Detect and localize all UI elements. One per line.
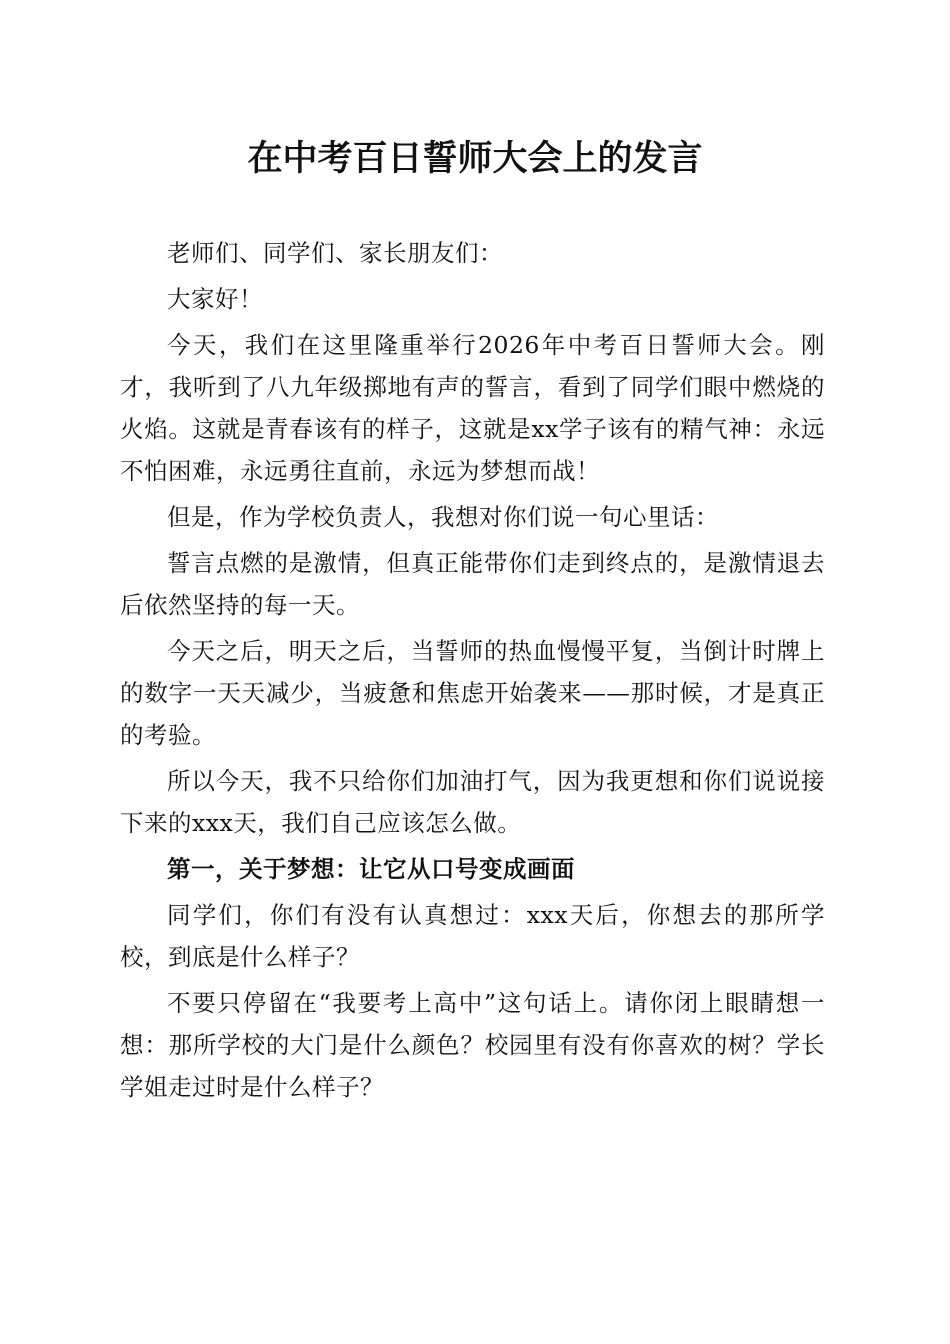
paragraph: 所以今天，我不只给你们加油打气，因为我更想和你们说说接下来的xxx天，我们自己应该怎么做。 [120,767,825,837]
paragraph: 今天，我们在这里隆重举行2026年中考百日誓师大会。刚才，我听到了八九年级掷地有声的誓言，看到了同学们眼中燃烧的火焰。这就是青春该有的样子，这就是xx学子该有的精气神：永远不怕困难，永远勇往直前，永远为梦想而战！ [120,331,825,485]
paragraph: 但是，作为学校负责人，我想对你们说一句心里话： [167,503,719,531]
section-heading: 第一，关于梦想：让它从口号变成画面 [167,855,575,883]
greeting: 大家好！ [167,285,263,313]
document-body [120,232,825,1112]
paragraph: 同学们，你们有没有认真想过：xxx天后，你想去的那所学校，到底是什么样子？ [120,901,825,971]
paragraph: 不要只停留在“我要考上高中”这句话上。请你闭上眼睛想一想：那所学校的大门是什么颜色？校园里有没有你喜欢的树？学长学姐走过时是什么样子？ [120,989,825,1101]
salutation: 老师们、同学们、家长朋友们： [167,239,503,267]
document-title: 在中考百日誓师大会上的发言 [247,138,703,179]
paragraph: 今天之后，明天之后，当誓师的热血慢慢平复，当倒计时牌上的数字一天天减少，当疲惫和焦虑开始袭来——那时候，才是真正的考验。 [120,637,825,749]
paragraph: 誓言点燃的是激情，但真正能带你们走到终点的，是激情退去后依然坚持的每一天。 [120,549,825,619]
